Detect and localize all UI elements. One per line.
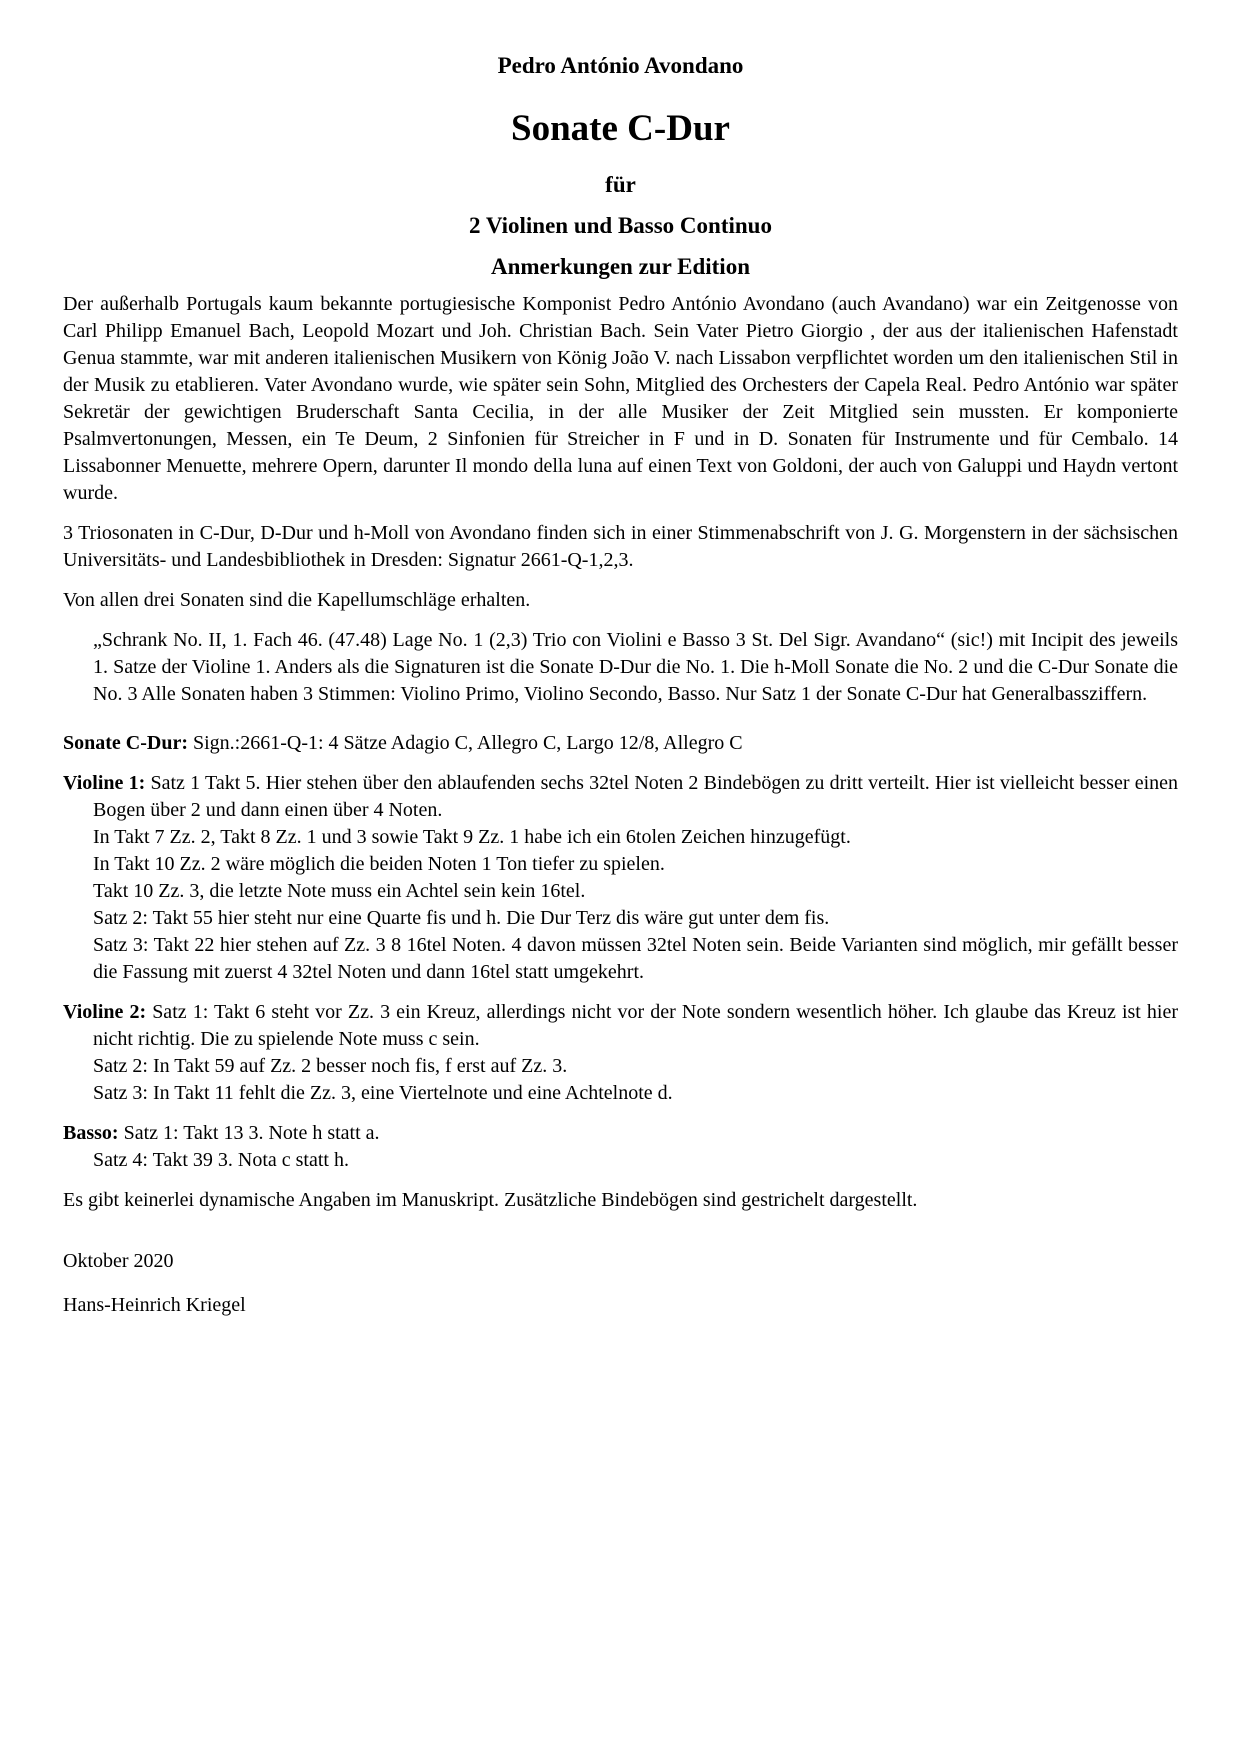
- note-violine-1-line: Satz 1 Takt 5. Hier stehen über den ablaufenden sechs 32tel Noten 2 Bindebögen zu dritt verteilt. Hier ist vielleicht besser einen Bogen über 2 und dann einen über 4 Noten.: [93, 772, 1179, 821]
- note-violine-1-line: In Takt 7 Zz. 2, Takt 8 Zz. 1 und 3 sowie Takt 9 Zz. 1 habe ich ein 6tolen Zeichen hinzugefügt.: [93, 826, 851, 848]
- note-basso-label: Basso:: [63, 1122, 119, 1144]
- kapellumschlaege-paragraph: Von allen drei Sonaten sind die Kapellumschläge erhalten.: [63, 589, 531, 611]
- note-violine-2-line: Satz 1: Takt 6 steht vor Zz. 3 ein Kreuz, allerdings nicht vor der Note sondern wesentlich höher. Ich glaube das Kreuz ist hier nicht richtig. Die zu spielende Note muss c sein.: [93, 1001, 1179, 1050]
- title-heading: Sonate C-Dur: [511, 108, 730, 149]
- date-line: Oktober 2020: [63, 1250, 174, 1272]
- note-basso-line: Satz 4: Takt 39 3. Nota c statt h.: [93, 1149, 349, 1171]
- note-violine-1-line: Satz 3: Takt 22 hier stehen auf Zz. 3 8 16tel Noten. 4 davon müssen 32tel Noten sein. Beide Varianten sind möglich, mir gefällt besser die Fassung mit zuerst 4 32tel Noten und dann 16tel statt umgekehrt.: [93, 934, 1178, 983]
- note-violine-1: [63, 770, 1178, 986]
- schrank-quote-paragraph: „Schrank No. II, 1. Fach 46. (47.48) Lage No. 1 (2,3) Trio con Violini e Basso 3 St. Del Sigr. Avandano“ (sic!) mit Incipit des jeweils 1. Satze der Violine 1. Anders als die Signaturen ist die Sonate D-Dur die No. 1. Die h-Moll Sonate die No. 2 und die C-Dur Sonate die No. 3 Alle Sonaten haben 3 Stimmen: Violino Primo, Violino Secondo, Basso. Nur Satz 1 der Sonate C-Dur hat Generalbassziffern.: [93, 629, 1178, 705]
- note-violine-1-line: Takt 10 Zz. 3, die letzte Note muss ein Achtel sein kein 16tel.: [93, 880, 586, 902]
- intro-paragraph: Der außerhalb Portugals kaum bekannte portugiesische Komponist Pedro António Avondano (auch Avandano) war ein Zeitgenosse von Carl Philipp Emanuel Bach, Leopold Mozart und Joh. Christian Bach. Sein Vater Pietro Giorgio , der aus der italienischen Hafenstadt Genua stammte, war mit anderen italienischen Musikern von König João V. nach Lissabon verpflichtet worden um den italienischen Stil in der Musik zu etablieren. Vater Avondano wurde, wie später sein Sohn, Mitglied des Orchesters der Capela Real. Pedro António war später Sekretär der gewichtigen Bruderschaft Santa Cecilia, in der alle Musiker der Zeit Mitglied sein mussten. Er komponierte Psalmvertonungen, Messen, ein Te Deum, 2 Sinfonien für Streicher in F und in D. Sonaten für Instrumente und für Cembalo. 14 Lissabonner Menuette, mehrere Opern, darunter Il mondo della luna auf einen Text von Goldoni, der auch von Galuppi und Haydn vertont wurde.: [63, 293, 1178, 504]
- subtitle-instrumentation: 2 Violinen und Basso Continuo: [469, 213, 772, 238]
- note-sonate-label: Sonate C-Dur:: [63, 732, 188, 754]
- signature-line: Hans-Heinrich Kriegel: [63, 1294, 246, 1316]
- note-violine-2: [63, 999, 1178, 1107]
- triosonaten-paragraph: 3 Triosonaten in C-Dur, D-Dur und h-Moll von Avondano finden sich in einer Stimmenabschrift von J. G. Morgenstern in der sächsischen Universitäts- und Landesbibliothek in Dresden: Signatur 2661-Q-1,2,3.: [63, 522, 1178, 571]
- note-sonate: [63, 730, 1178, 757]
- note-violine-1-line: In Takt 10 Zz. 2 wäre möglich die beiden Noten 1 Ton tiefer zu spielen.: [93, 853, 665, 875]
- note-violine-1-label: Violine 1:: [63, 772, 146, 794]
- note-violine-2-line: Satz 3: In Takt 11 fehlt die Zz. 3, eine Viertelnote und eine Achtelnote d.: [93, 1082, 673, 1104]
- author-heading: Pedro António Avondano: [497, 53, 744, 78]
- note-violine-1-line: Satz 2: Takt 55 hier steht nur eine Quarte fis und h. Die Dur Terz dis wäre gut unter dem fis.: [93, 907, 830, 929]
- closing-paragraph: Es gibt keinerlei dynamische Angaben im Manuskript. Zusätzliche Bindebögen sind gestrichelt dargestellt.: [63, 1189, 918, 1211]
- note-violine-2-line: Satz 2: In Takt 59 auf Zz. 2 besser noch fis, f erst auf Zz. 3.: [93, 1055, 568, 1077]
- note-basso: [63, 1120, 1178, 1174]
- subtitle-for: für: [605, 172, 636, 197]
- note-violine-2-label: Violine 2:: [63, 1001, 147, 1023]
- note-basso-line: Satz 1: Takt 13 3. Note h statt a.: [123, 1122, 380, 1144]
- note-sonate-text: Sign.:2661-Q-1: 4 Sätze Adagio C, Allegro C, Largo 12/8, Allegro C: [193, 732, 743, 754]
- section-heading: Anmerkungen zur Edition: [490, 254, 750, 279]
